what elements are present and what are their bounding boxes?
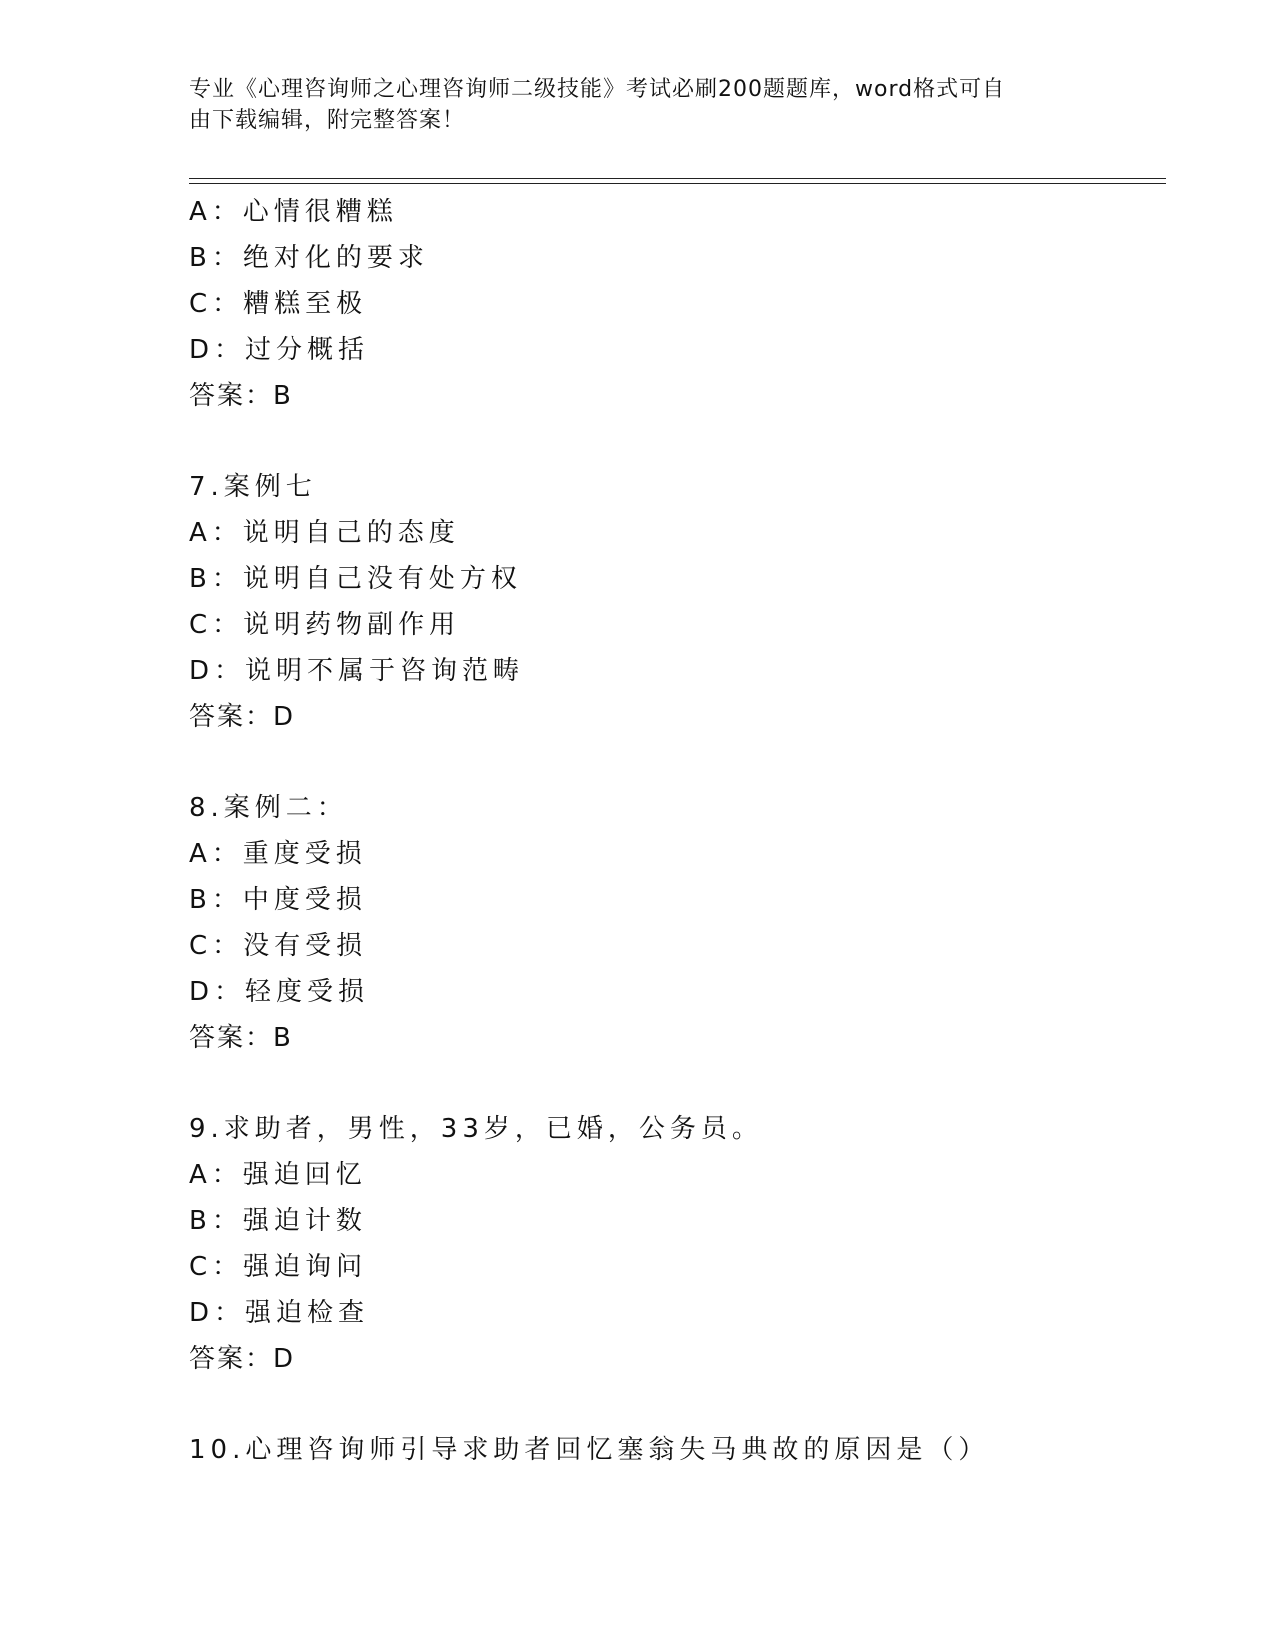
- option-a: A：心情很糟糕: [189, 197, 398, 227]
- header-line-2: 由下载编辑，附完整答案！: [189, 108, 466, 133]
- answer-line: 答案：B: [189, 381, 293, 411]
- option-d: D：过分概括: [189, 335, 370, 365]
- option-a: A：强迫回忆: [189, 1160, 367, 1190]
- option-a: A：说明自己的态度: [189, 518, 460, 548]
- question-list: [189, 189, 1169, 1473]
- question-title: 9.求助者，男性，33岁，已婚，公务员。: [189, 1114, 763, 1144]
- question-7: [189, 464, 1169, 740]
- spacer: [189, 1382, 1169, 1427]
- question-10: [189, 1427, 1169, 1473]
- question-8: [189, 785, 1169, 1061]
- option-d: D：强迫检查: [189, 1298, 370, 1328]
- option-b: B：中度受损: [189, 885, 367, 915]
- option-b: B：绝对化的要求: [189, 243, 429, 273]
- question-6: [189, 189, 1169, 419]
- question-title: 10.心理咨询师引导求助者回忆塞翁失马典故的原因是（）: [189, 1435, 990, 1465]
- header-line-1: 专业《心理咨询师之心理咨询师二级技能》考试必刷200题题库，word格式可自: [189, 77, 1006, 102]
- option-c: C：说明药物副作用: [189, 610, 461, 640]
- option-c: C：强迫询问: [189, 1252, 368, 1282]
- spacer: [189, 1061, 1169, 1106]
- header-divider-top: [189, 178, 1166, 179]
- answer-line: 答案：D: [189, 1344, 296, 1374]
- option-c: C：没有受损: [189, 931, 368, 961]
- question-title: 7.案例七: [189, 472, 317, 502]
- spacer: [189, 740, 1169, 785]
- answer-line: 答案：D: [189, 702, 296, 732]
- question-9: [189, 1106, 1169, 1382]
- header-divider-bottom: [189, 183, 1166, 184]
- option-d: D：说明不属于咨询范畴: [189, 656, 525, 686]
- option-c: C：糟糕至极: [189, 289, 368, 319]
- option-a: A：重度受损: [189, 839, 367, 869]
- spacer: [189, 419, 1169, 464]
- option-b: B：说明自己没有处方权: [189, 564, 522, 594]
- option-d: D：轻度受损: [189, 977, 370, 1007]
- document-header: [189, 74, 1069, 136]
- answer-line: 答案：B: [189, 1023, 293, 1053]
- option-b: B：强迫计数: [189, 1206, 367, 1236]
- question-title: 8.案例二：: [189, 793, 348, 823]
